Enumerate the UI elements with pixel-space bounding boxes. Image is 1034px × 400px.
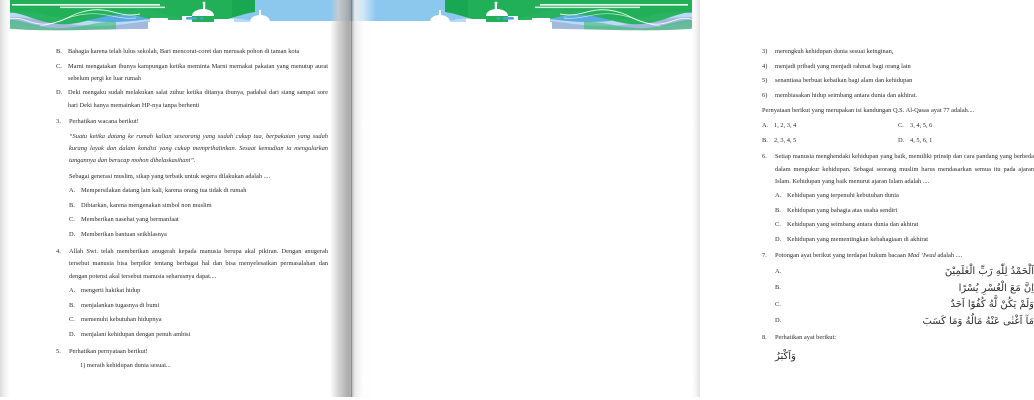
left-column-text bbox=[56, 44, 328, 375]
option-text: 1, 2, 3, 4 bbox=[774, 121, 797, 129]
stem-italic-term: Mad ‘Iwad bbox=[907, 252, 936, 260]
option-letter: D. bbox=[775, 317, 782, 325]
list-text: membiasakan hidup seimbang antara dunia dan akhirat. bbox=[775, 91, 918, 99]
option-item bbox=[69, 300, 328, 312]
arabic-option-text: مَآ اَغْنٰى عَنْهُ مَالُهُ وَمَا كَسَبَ bbox=[922, 315, 1034, 327]
option-letter: B. bbox=[69, 301, 75, 309]
option-item bbox=[898, 120, 1034, 132]
list-number: 5) bbox=[762, 77, 768, 85]
option-text: Marni mengatakan ibunya kampungan ketika meminta Marni memakai pakaian yang menutup aurat sebelum pergi ke luar rumah bbox=[68, 62, 328, 82]
question-number: 4. bbox=[56, 247, 61, 255]
option-letter: B. bbox=[775, 206, 781, 214]
list-text: senantiasa berbuat kebaikan bagi alam dan kehidupan bbox=[775, 77, 913, 85]
question-stem: Allah Swt. telah memberikan anugerah kepada manusia berupa akal pikiran. Dengan anugerah tersebut manusia bisa berpikir tentang berbagai hal dan bisa menyelesaikan permasalahan dan dengan potensi akal tersebut manusia seharusnya dapat.... bbox=[69, 247, 328, 280]
option-letter: B. bbox=[775, 284, 781, 292]
option-item bbox=[69, 214, 328, 226]
question-7 bbox=[762, 250, 1034, 328]
option-text: Bahagia karena telah lulus sekolah, Bari mencorat-coret dan merusak pohon di taman kota bbox=[68, 48, 300, 56]
arabic-option-item bbox=[775, 265, 1034, 279]
option-text: Kehidupan yang bahagia atas usaha sendiri bbox=[787, 206, 898, 214]
option-text: Mempersilakan datang lain kali, karena orang tua tidak di rumah bbox=[81, 187, 247, 195]
arabic-option-item bbox=[775, 315, 1034, 329]
option-item bbox=[69, 285, 328, 297]
option-text: Kehidupan yang seimbang antara dunia dan akhirat bbox=[787, 221, 919, 229]
option-text: Kehidupan yang terpenuhi kebutuhan dunia bbox=[787, 192, 899, 200]
option-letter: B. bbox=[69, 201, 75, 209]
option-letter: D. bbox=[69, 330, 76, 338]
option-item bbox=[69, 329, 328, 341]
option-letter: D. bbox=[69, 230, 76, 238]
stem-part-post: adalah .... bbox=[935, 252, 963, 260]
arabic-option-text: اَلْحَمْدُ لِلّٰهِ رَبِّ الْعٰلَمِيْنَ bbox=[944, 266, 1034, 278]
option-text: 3, 4, 5, 6 bbox=[910, 121, 933, 129]
option-letter: A. bbox=[775, 192, 782, 200]
option-text: Deki mengaku sudah melakukan salat zuhur ketika ditanya ibunya, padahal dari siang sampai sore hari Deki hanya memainkan HP-nya tanpa berhenti bbox=[68, 89, 328, 109]
option-text: Dibiarkan, karena mengenakan simbol non muslim bbox=[81, 201, 212, 209]
question-8 bbox=[762, 332, 1034, 367]
question-stem: Perhatikan wacana berikut! bbox=[69, 118, 139, 126]
question-stem: Perhatikan ayat berikut: bbox=[775, 334, 837, 342]
option-item bbox=[69, 200, 328, 212]
list-number: 6) bbox=[762, 91, 768, 99]
question-6 bbox=[762, 151, 1034, 246]
question-lead: Sebagai generasi muslim, sikap yang terbaik untuk segera dilakukan adalah .... bbox=[69, 172, 271, 180]
arabic-option-text: اِنَّ مَعَ الْعُسْرِ يُسْرًا bbox=[958, 282, 1034, 294]
question-number: 7. bbox=[762, 252, 767, 260]
option-item bbox=[56, 87, 328, 112]
option-item bbox=[898, 135, 1034, 147]
option-letter: A. bbox=[69, 187, 76, 195]
option-letter: D. bbox=[56, 89, 63, 97]
list-item bbox=[762, 90, 1034, 102]
option-letter: C. bbox=[775, 221, 781, 229]
option-text: Kehidupan yang mementingkan kebahagiaan di akhirat bbox=[787, 235, 929, 243]
option-letter: C. bbox=[56, 62, 62, 70]
answer-options-grid bbox=[762, 120, 1034, 150]
header-decoration-right bbox=[350, 0, 700, 40]
option-item bbox=[69, 185, 328, 197]
option-letter: D. bbox=[775, 235, 782, 243]
list-text: menjadi pribadi yang menjadi rahmat bagi orang lain bbox=[775, 62, 911, 70]
option-text: memenuhi kebutuhan hidupnya bbox=[81, 316, 162, 324]
option-text: menjalankan tugasnya di bumi bbox=[81, 301, 160, 309]
header-decoration-left bbox=[0, 0, 350, 40]
option-text: Memberikan nasehat yang bermanfaat bbox=[81, 216, 179, 224]
question-partial-item bbox=[69, 360, 328, 372]
option-item bbox=[69, 229, 328, 241]
list-number: 4) bbox=[762, 62, 768, 70]
question-stem: Perhatikan pernyataan berikut! bbox=[69, 347, 148, 355]
option-item bbox=[56, 46, 328, 58]
option-item bbox=[775, 234, 1034, 246]
option-letter: C. bbox=[69, 316, 75, 324]
stem-part-pre: Potongan ayat berikut yang terdapat hukum bacaan bbox=[775, 252, 908, 260]
list-item bbox=[762, 46, 1034, 58]
option-letter: B. bbox=[56, 48, 62, 56]
option-item bbox=[762, 135, 898, 147]
right-page bbox=[350, 0, 1034, 400]
option-letter: A. bbox=[775, 267, 782, 275]
option-item bbox=[69, 314, 328, 326]
option-item bbox=[775, 205, 1034, 217]
list-text: merengkuh kehidupan dunia sesuai keinginan, bbox=[775, 48, 894, 56]
option-letter: C. bbox=[69, 216, 75, 224]
arabic-partial-text: وَاَكْبَرُ bbox=[775, 350, 796, 362]
arabic-option-item bbox=[775, 282, 1034, 296]
option-text: 2, 3, 4, 5 bbox=[774, 136, 797, 144]
book-spine bbox=[330, 0, 376, 400]
option-item bbox=[762, 120, 898, 132]
option-letter: A. bbox=[69, 287, 76, 295]
book-spine-center-line bbox=[351, 0, 352, 400]
right-column-text bbox=[762, 44, 1034, 369]
question-3 bbox=[56, 116, 328, 241]
continued-lead: Pernyataan berikut yang merupakan isi kandungan Q.S. Al-Qasas ayat 77 adalah.... bbox=[762, 106, 975, 114]
question-number: 5. bbox=[56, 347, 61, 355]
option-letter: B. bbox=[762, 136, 768, 144]
question-stem bbox=[775, 250, 1034, 262]
question-5 bbox=[56, 346, 328, 373]
arabic-option-item bbox=[775, 298, 1034, 312]
question-4 bbox=[56, 246, 328, 341]
question-stem: Setiap manusia menghendaki kehidupan yang baik, memiliki prinsip dan cara pandang yang berbeda dalam mengukur kehidupan. Sebagai seorang muslim harus mendasarkan semua itu pada ajaran Islam. Kehidupan yang baik menurut ajaran Islam adalah .... bbox=[775, 153, 1034, 185]
question-number: 6. bbox=[762, 153, 767, 161]
right-page-edge-shadow bbox=[692, 0, 700, 400]
question-quote: “Suatu ketika datang ke rumah kalian seseorang yang sudah cukup tua, berpakaian yang sudah kurang layak dan dalam kondisi yang cukup memprihatinkan. Sesaat kemudian ia mengulurkan tangannya dan berucap mohon dibelaskasihani”. bbox=[69, 132, 328, 165]
option-letter: D. bbox=[898, 136, 905, 144]
option-text: mengerti hakikat hidup bbox=[81, 287, 141, 295]
option-text: menjalani kehidupan dengan penuh ambisi bbox=[81, 330, 191, 338]
option-letter: C. bbox=[898, 121, 904, 129]
option-item bbox=[775, 190, 1034, 202]
option-letter: A. bbox=[762, 121, 769, 129]
question-number: 3. bbox=[56, 118, 61, 126]
option-text: 4, 5, 6, 1 bbox=[910, 136, 933, 144]
option-letter: C. bbox=[775, 300, 781, 308]
list-item bbox=[762, 75, 1034, 87]
arabic-option-text: وَلَمْ يَكُنْ لَّهُ كُفُوًا اَحَدٌ bbox=[950, 299, 1034, 311]
option-item bbox=[775, 219, 1034, 231]
left-page bbox=[0, 0, 350, 400]
question-number: 8. bbox=[762, 334, 767, 342]
list-item bbox=[762, 61, 1034, 73]
left-page-edge-shadow bbox=[0, 0, 10, 400]
option-text: Memberikan bantuan seikhlasnya bbox=[81, 230, 167, 238]
partial-item-text: 1) meraih kehidupan dunia sesuai... bbox=[80, 362, 171, 370]
list-number: 3) bbox=[762, 48, 768, 56]
option-item bbox=[56, 61, 328, 86]
